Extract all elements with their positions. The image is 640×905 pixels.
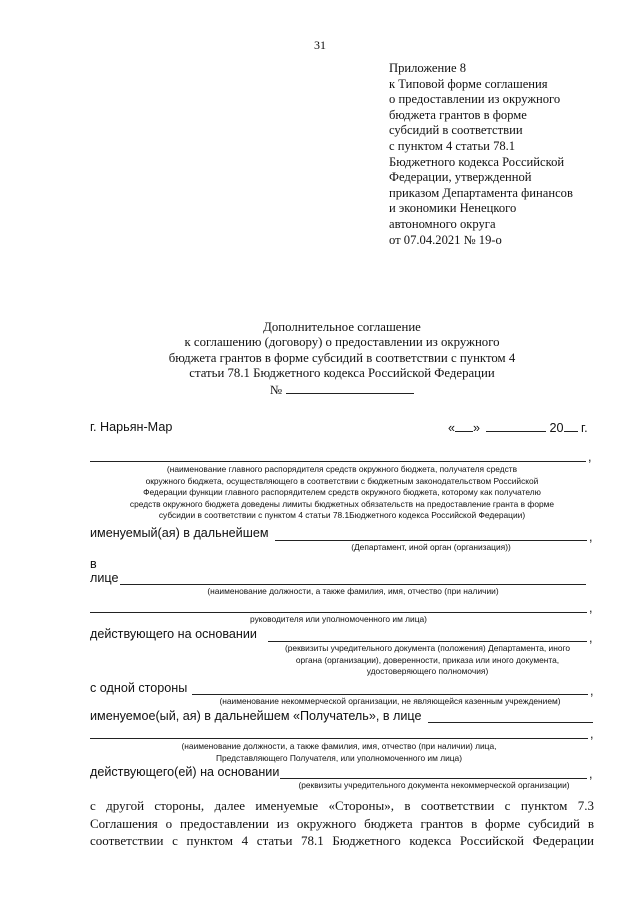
open-quote: « [448,421,456,435]
title-number-row [90,382,594,398]
appendix-line: приказом Департамента финансов [389,185,573,200]
comma: , [589,601,593,615]
comma: , [590,727,594,741]
label-one-side: с одной стороны [90,681,188,695]
head-note: руководителя или уполномоченного им лица) [250,614,427,624]
document-title [90,320,594,398]
appendix-line: Бюджетного кодекса Российской [389,154,565,169]
note-line: субсидии в соответствии с пунктом 4 статьи 78.1Бюджетного кодекса Российской Федерации) [158,510,526,521]
appendix-line: о предоставлении из окружного [389,92,561,107]
head-line[interactable] [90,612,587,613]
grantor-note [90,464,594,522]
appendix-line: бюджета грантов в форме [389,107,527,122]
appendix-line: к Типовой форме соглашения [389,76,548,91]
label-v: в [90,557,97,571]
title-line: статьи 78.1 Бюджетного кодекса Российской Федерации [189,366,495,381]
department-line[interactable] [275,540,587,541]
appendix-line: Федерации, утвержденной [389,170,532,185]
place-of-signing: г. Нарьян-Мар [90,420,173,434]
page-number: 31 [314,38,326,52]
department-note: (Департамент, иной орган (организация)) [351,542,511,552]
note-line: удостоверяющего полномочия) [366,666,489,677]
appendix-line: с пунктом 4 статьи 78.1 [389,138,516,153]
recipient-rep-line[interactable] [90,738,588,739]
note-line: (наименование должности, а также фамилия, имя, отчество (при наличии) лица, [181,741,497,751]
position-line[interactable] [120,584,586,585]
comma: , [590,684,594,698]
day-blank[interactable] [455,420,473,432]
appendix-line: субсидий в соответствии [389,123,523,138]
paragraph-line: соответствии с пунктом 4 статьи 78.1 Бюджетного кодекса Российской Федерации [90,833,594,849]
body-paragraph [90,797,594,850]
title-line: к соглашению (договору) о предоставлении из окружного [184,335,500,350]
label-named: именуемый(ая) в дальнейшем [90,526,269,540]
recipient-line[interactable] [428,722,593,723]
paragraph-line: с другой стороны, далее именуемые «Стороны», в соответствии с пунктом 7.3 [90,798,594,813]
number-sign: № [269,382,283,397]
month-blank[interactable] [486,420,546,432]
title-line: Дополнительное соглашение [263,320,421,334]
nonprofit-basis-line[interactable] [280,778,587,779]
year-prefix: 20 [549,421,564,435]
note-line: средств окружного бюджета доведены лимиты бюджетных обязательств на предоставление гранта в форме [129,498,555,509]
title-line: бюджета грантов в форме субсидий в соответствии с пунктом 4 [168,350,516,365]
note-line: окружного бюджета, осуществляющего в соответствии с бюджетным законодательством Российской [145,475,539,486]
comma: , [589,767,593,781]
label-acting-basis: действующего на основании [90,627,257,641]
nonprofit-note: (наименование некоммерческой организации, не являющейся казенным учреждением) [219,696,561,706]
comma: , [589,631,593,645]
appendix-line: автономного округа [389,216,496,231]
nonprofit-requisites-note: (реквизиты учредительного документа некоммерческой организации) [298,780,570,790]
grantor-name-line[interactable] [90,461,586,462]
position-note: (наименование должности, а также фамилия, имя, отчество (при наличии) [207,586,499,596]
appendix-line: и экономики Ненецкого [389,201,517,216]
note-line: (реквизиты учредительного документа (положения) Департамента, иного [284,643,571,653]
number-blank[interactable] [286,382,414,394]
nonprofit-line[interactable] [192,694,588,695]
close-quote: » [473,421,481,435]
label-acting-basis-2: действующего(ей) на основании [90,765,280,779]
appendix-line: от 07.04.2021 № 19-о [389,232,502,247]
requisites-note [268,643,587,678]
label-litse: лице [90,571,119,585]
paragraph-line: Соглашения о предоставлении из окружного бюджета грантов в форме субсидий в [90,815,594,831]
basis-line[interactable] [268,641,587,642]
note-line: (наименование главного распорядителя средств окружного бюджета, получателя средств [166,464,518,474]
note-line: Представляющего Получателя, или уполномоченного им лица) [215,752,463,763]
recipient-note [90,741,588,764]
year-blank[interactable] [564,420,578,432]
note-line: Федерации функции главного распорядителем средств окружного бюджета, которому как получателю [143,487,541,498]
appendix-line: Приложение 8 [389,61,467,75]
label-named-recipient: именуемое(ый, ая) в дальнейшем «Получатель», в лице [90,709,422,723]
appendix-block [389,61,573,248]
comma: , [589,530,593,544]
year-suffix: г. [581,421,588,435]
note-line: органа (организации), доверенности, приказа или иного документа, [295,654,560,665]
date-field [448,420,588,435]
comma: , [588,450,592,464]
